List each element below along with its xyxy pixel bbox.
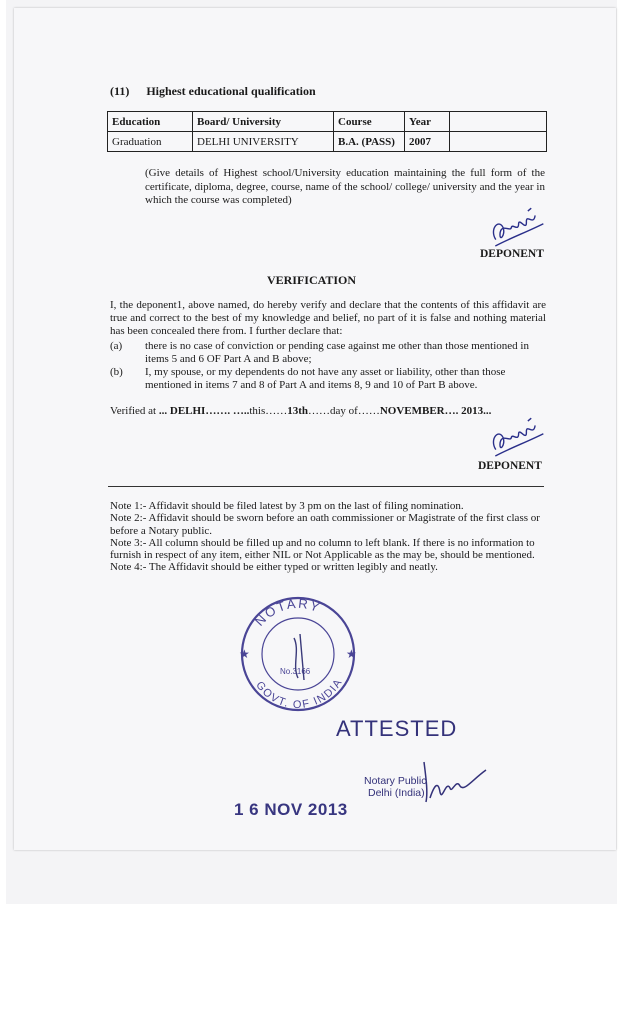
signature-scribble-icon <box>420 758 490 808</box>
table-cell: Graduation <box>108 132 193 152</box>
item-label: (a) <box>110 340 123 352</box>
notary-public-line: Notary Public <box>364 775 427 787</box>
section-title: Highest educational qualification <box>146 84 316 98</box>
verified-place: ... DELHI……. ….. <box>158 405 250 417</box>
seal-reg-text: No.3166 <box>280 667 311 676</box>
svg-text:★: ★ <box>239 647 250 661</box>
notary-seal-icon <box>234 594 362 712</box>
table-row <box>108 132 547 152</box>
svg-text:GOVT. OF INDIA <box>253 676 345 711</box>
notary-seal-stamp <box>234 594 362 712</box>
notary-signature <box>420 758 490 808</box>
verified-prefix: Verified at <box>110 405 157 417</box>
table-cell <box>450 132 547 152</box>
table-header-cell: Education <box>108 112 193 132</box>
seal-bottom-text: GOVT. OF INDIA <box>253 676 346 712</box>
attested-stamp: ATTESTED <box>336 716 458 741</box>
note-item: Note 3:- All column should be filled up and no column to left blank. If there is no information to furnish in respect of any item, either NIL or Not Applicable as the may be, should be mentioned. <box>110 536 535 562</box>
item-label: (b) <box>110 366 123 378</box>
education-table <box>107 111 547 152</box>
table-cell: DELHI UNIVERSITY <box>193 132 334 152</box>
item-text: there is no case of conviction or pending case against me other than those mentioned in items 5 and 6 OF Part A and B above; <box>145 340 529 365</box>
notes-block <box>110 500 540 574</box>
table-header-cell <box>450 112 547 132</box>
table-cell: B.A. (PASS) <box>334 132 405 152</box>
note-item: Note 1:- Affidavit should be filed latest by 3 pm on the last of filing nomination. <box>110 500 464 512</box>
table-header-cell: Board/ University <box>193 112 334 132</box>
table-header-cell: Course <box>334 112 405 132</box>
notary-public-stamp <box>364 775 426 799</box>
verified-line <box>110 405 491 417</box>
svg-text:★: ★ <box>346 647 357 661</box>
item-text: I, my spouse, or my dependents do not have any asset or liability, other than those mentioned in items 7 and 8 of Part A and items 8, 9 and 10 of Part B above. <box>145 366 506 391</box>
date-stamp: 1 6 NOV 2013 <box>234 800 348 819</box>
notary-public-line: Delhi (India) <box>368 787 425 799</box>
table-header-cell: Year <box>405 112 450 132</box>
table-cell: 2007 <box>405 132 450 152</box>
note-item: Note 2:- Affidavit should be sworn before an oath commissioner or Magistrate of the first class or before a Notary public. <box>110 512 540 537</box>
verification-paragraph: I, the deponent1, above named, do hereby verify and declare that the contents of this affidavit are true and correct to the best of my knowledge and belief, no part of it is false and nothing material has been concealed there from. I further declare that: <box>110 299 546 337</box>
svg-text:NOTARY <box>252 596 323 629</box>
section-number: (11) <box>110 84 130 98</box>
table-header-row <box>108 112 547 132</box>
seal-top-text: NOTARY <box>251 595 324 629</box>
deponent-label: DEPONENT <box>478 460 542 472</box>
note-item: Note 4:- The Affidavit should be either typed or written legibly and neatly. <box>110 561 438 574</box>
deponent-label: DEPONENT <box>480 248 544 260</box>
verification-heading: VERIFICATION <box>266 273 357 287</box>
divider <box>108 486 544 487</box>
instruction-text: (Give details of Highest school/University education maintaining the full form of the certificate, diploma, degree, course, name of the school/ college/ university and the year in which the course was completed) <box>145 167 545 206</box>
verified-dayof: ……day of…… <box>308 405 380 417</box>
verified-day: 13th <box>287 405 309 417</box>
verified-month: NOVEMBER…. 2013... <box>379 405 492 417</box>
section-heading <box>110 84 316 99</box>
verified-this: this…… <box>249 405 288 417</box>
